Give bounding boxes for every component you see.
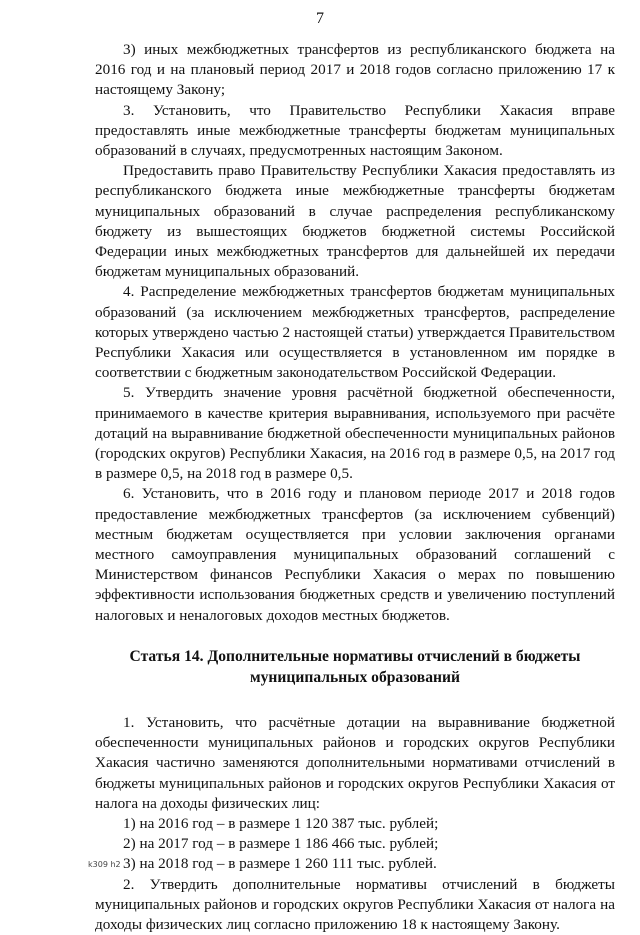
paragraph-clause-4: 4. Распределение межбюджетных трансфертов бюджетам муниципальных образований (за исключением межбюджетных трансфертов, распределение которых утверждено частью 2 настоящей статьи) утверждается Правительством Республики Хакасия или осуществляется в установленном им порядке в соответствии с бюджетным законодательством Российской Федерации. [95, 283, 615, 382]
list-item-2018: 3) на 2018 год – в размере 1 260 111 тыс. рублей. [123, 855, 437, 873]
article-heading-line2: муниципальных образований [250, 668, 460, 686]
list-item-2017: 2) на 2017 год – в размере 1 186 466 тыс. рублей; [123, 835, 439, 853]
article-heading [95, 646, 615, 688]
page-number: 7 [316, 10, 324, 27]
list-item-2016: 1) на 2016 год – в размере 1 120 387 тыс. рублей; [123, 814, 439, 832]
document-body [95, 40, 615, 935]
paragraph-art14-clause-1: 1. Установить, что расчётные дотации на выравнивание бюджетной обеспеченности муниципальных районов и городских округов Республики Хакасия частично заменяются дополнительными нормативами отчислений в бюджеты муниципальных районов и городских округов Республики Хакасия от налога на доходы физических лиц: [95, 713, 615, 812]
paragraph-item-3: 3) иных межбюджетных трансфертов из республиканского бюджета на 2016 год и на плановый период 2017 и 2018 годов согласно приложению 17 к настоящему Закону; [95, 41, 615, 99]
paragraph-art14-clause-2: 2. Утвердить дополнительные нормативы отчислений в бюджеты муниципальных районов и городских округов Республики Хакасия от налога на доходы физических лиц согласно приложению 18 к настоящему Закону. [95, 875, 615, 933]
paragraph-clause-3: 3. Установить, что Правительство Республики Хакасия вправе предоставлять иные межбюджетные трансферты бюджетам муниципальных образований в случаях, предусмотренных настоящим Законом. [95, 101, 615, 160]
paragraph-clause-5: 5. Утвердить значение уровня расчётной бюджетной обеспеченности, принимаемого в качестве критерия выравнивания, используемого при расчёте дотаций на выравнивание бюджетной обеспеченности муниципальных районов (городских округов) Республики Хакасия, на 2016 год в размере 0,5, на 2017 год в размере 0,5, на 2018 год в размере 0,5. [95, 384, 615, 483]
article-heading-line1: Статья 14. Дополнительные нормативы отчислений в бюджеты [129, 647, 581, 665]
paragraph-clause-6: 6. Установить, что в 2016 году и плановом периоде 2017 и 2018 годов предоставление межбюджетных трансфертов (за исключением субвенций) местным бюджетам осуществляется при условии заключения органами местного самоуправления муниципальных образований соглашений с Министерством финансов Республики Хакасия о мерах по повышению эффективности использования бюджетных средств и увеличению поступлений налоговых и неналоговых доходов местных бюджетов. [95, 485, 615, 624]
footer-doc-code: k309 h2 [88, 860, 121, 869]
paragraph-right-granted: Предоставить право Правительству Республики Хакасия предоставлять из республиканского бюджета иные межбюджетные трансферты бюджетам муниципальных образований в случае распределения республиканскому бюджету из вышестоящих бюджетов бюджетной системы Российской Федерации иных межбюджетных трансфертов для дальнейшей их передачи бюджетам муниципальных образований. [95, 162, 615, 281]
